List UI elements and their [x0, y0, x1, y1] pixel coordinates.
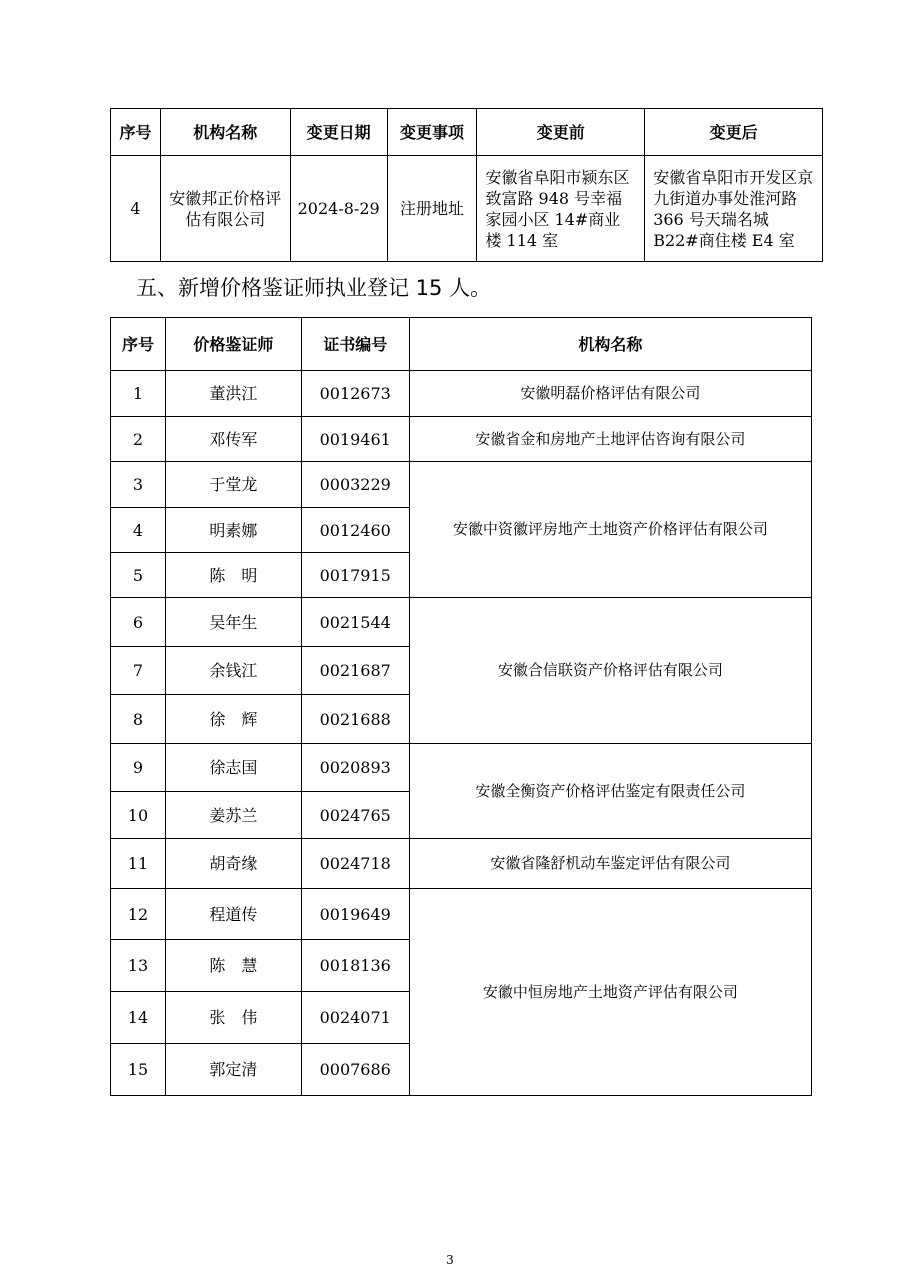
header-before: 变更前 [477, 109, 645, 156]
seq-cell: 13 [111, 940, 166, 992]
cert-number: 0021544 [301, 598, 409, 647]
seq-cell: 12 [111, 889, 166, 940]
row-item: 注册地址 [387, 156, 477, 262]
seq-cell: 11 [111, 839, 166, 889]
org-name: 安徽省金和房地产土地评估咨询有限公司 [409, 417, 811, 462]
section-title: 五、新增价格鉴证师执业登记 15 人。 [136, 276, 492, 300]
change-table-header [111, 109, 823, 156]
appraiser-name: 张 伟 [165, 992, 301, 1044]
appraiser-name: 陈 明 [165, 553, 301, 598]
appraiser-name: 郭定清 [165, 1044, 301, 1096]
seq-cell: 15 [111, 1044, 166, 1096]
cert-number: 0020893 [301, 744, 409, 792]
appraiser-registration-table [110, 317, 812, 1096]
registration-change-table [110, 108, 823, 262]
cert-number: 0012460 [301, 508, 409, 553]
header-change-item: 变更事项 [387, 109, 477, 156]
table-row [111, 744, 812, 792]
cert-number: 0024071 [301, 992, 409, 1044]
cert-number: 0021688 [301, 695, 409, 744]
table-row [111, 417, 812, 462]
row-date: 2024-8-29 [290, 156, 387, 262]
table-row [111, 462, 812, 508]
cert-number: 0019461 [301, 417, 409, 462]
org-name: 安徽明磊价格评估有限公司 [409, 371, 811, 417]
org-name: 安徽合信联资产价格评估有限公司 [409, 598, 811, 744]
appraiser-name: 胡奇缘 [165, 839, 301, 889]
appraiser-name: 徐志国 [165, 744, 301, 792]
header-seq: 序号 [111, 318, 166, 371]
appraiser-name: 董洪江 [165, 371, 301, 417]
cert-number: 0021687 [301, 647, 409, 695]
appraiser-name: 徐 辉 [165, 695, 301, 744]
table-row [111, 889, 812, 940]
table-row [111, 156, 823, 262]
row-before-address: 安徽省阜阳市颍东区致富路 948 号幸福家园小区 14#商业楼 114 室 [477, 156, 645, 262]
seq-cell: 1 [111, 371, 166, 417]
cert-number: 0018136 [301, 940, 409, 992]
seq-cell: 14 [111, 992, 166, 1044]
cert-number: 0024718 [301, 839, 409, 889]
seq-cell: 8 [111, 695, 166, 744]
header-appraiser: 价格鉴证师 [165, 318, 301, 371]
seq-cell: 5 [111, 553, 166, 598]
row-after-address: 安徽省阜阳市开发区京九街道办事处淮河路 366 号天瑞名城 B22#商住楼 E4 室 [645, 156, 823, 262]
appraiser-name: 邓传军 [165, 417, 301, 462]
appraiser-name: 明素娜 [165, 508, 301, 553]
seq-cell: 6 [111, 598, 166, 647]
seq-cell: 9 [111, 744, 166, 792]
seq-cell: 7 [111, 647, 166, 695]
header-org: 机构名称 [409, 318, 811, 371]
appraiser-name: 程道传 [165, 889, 301, 940]
appraiser-name: 余钱江 [165, 647, 301, 695]
cert-number: 0007686 [301, 1044, 409, 1096]
seq-cell: 10 [111, 792, 166, 839]
header-after: 变更后 [645, 109, 823, 156]
seq-cell: 4 [111, 508, 166, 553]
cert-number: 0024765 [301, 792, 409, 839]
org-name: 安徽省隆舒机动车鉴定评估有限公司 [409, 839, 811, 889]
header-cert-no: 证书编号 [301, 318, 409, 371]
org-name: 安徽中资徽评房地产土地资产价格评估有限公司 [409, 462, 811, 598]
cert-number: 0012673 [301, 371, 409, 417]
page-number: 3 [446, 1253, 454, 1267]
appraiser-table-header [111, 318, 812, 371]
seq-cell: 2 [111, 417, 166, 462]
org-name: 安徽中恒房地产土地资产评估有限公司 [409, 889, 811, 1096]
header-org: 机构名称 [160, 109, 290, 156]
table-row [111, 839, 812, 889]
appraiser-name: 于堂龙 [165, 462, 301, 508]
row-seq: 4 [111, 156, 161, 262]
appraiser-name: 吴年生 [165, 598, 301, 647]
appraiser-name: 姜苏兰 [165, 792, 301, 839]
header-change-date: 变更日期 [290, 109, 387, 156]
cert-number: 0017915 [301, 553, 409, 598]
cert-number: 0003229 [301, 462, 409, 508]
org-name: 安徽全衡资产价格评估鉴定有限责任公司 [409, 744, 811, 839]
row-org: 安徽邦正价格评估有限公司 [160, 156, 290, 262]
cert-number: 0019649 [301, 889, 409, 940]
appraiser-name: 陈 慧 [165, 940, 301, 992]
seq-cell: 3 [111, 462, 166, 508]
table-row [111, 598, 812, 647]
table-row [111, 371, 812, 417]
header-seq: 序号 [111, 109, 161, 156]
